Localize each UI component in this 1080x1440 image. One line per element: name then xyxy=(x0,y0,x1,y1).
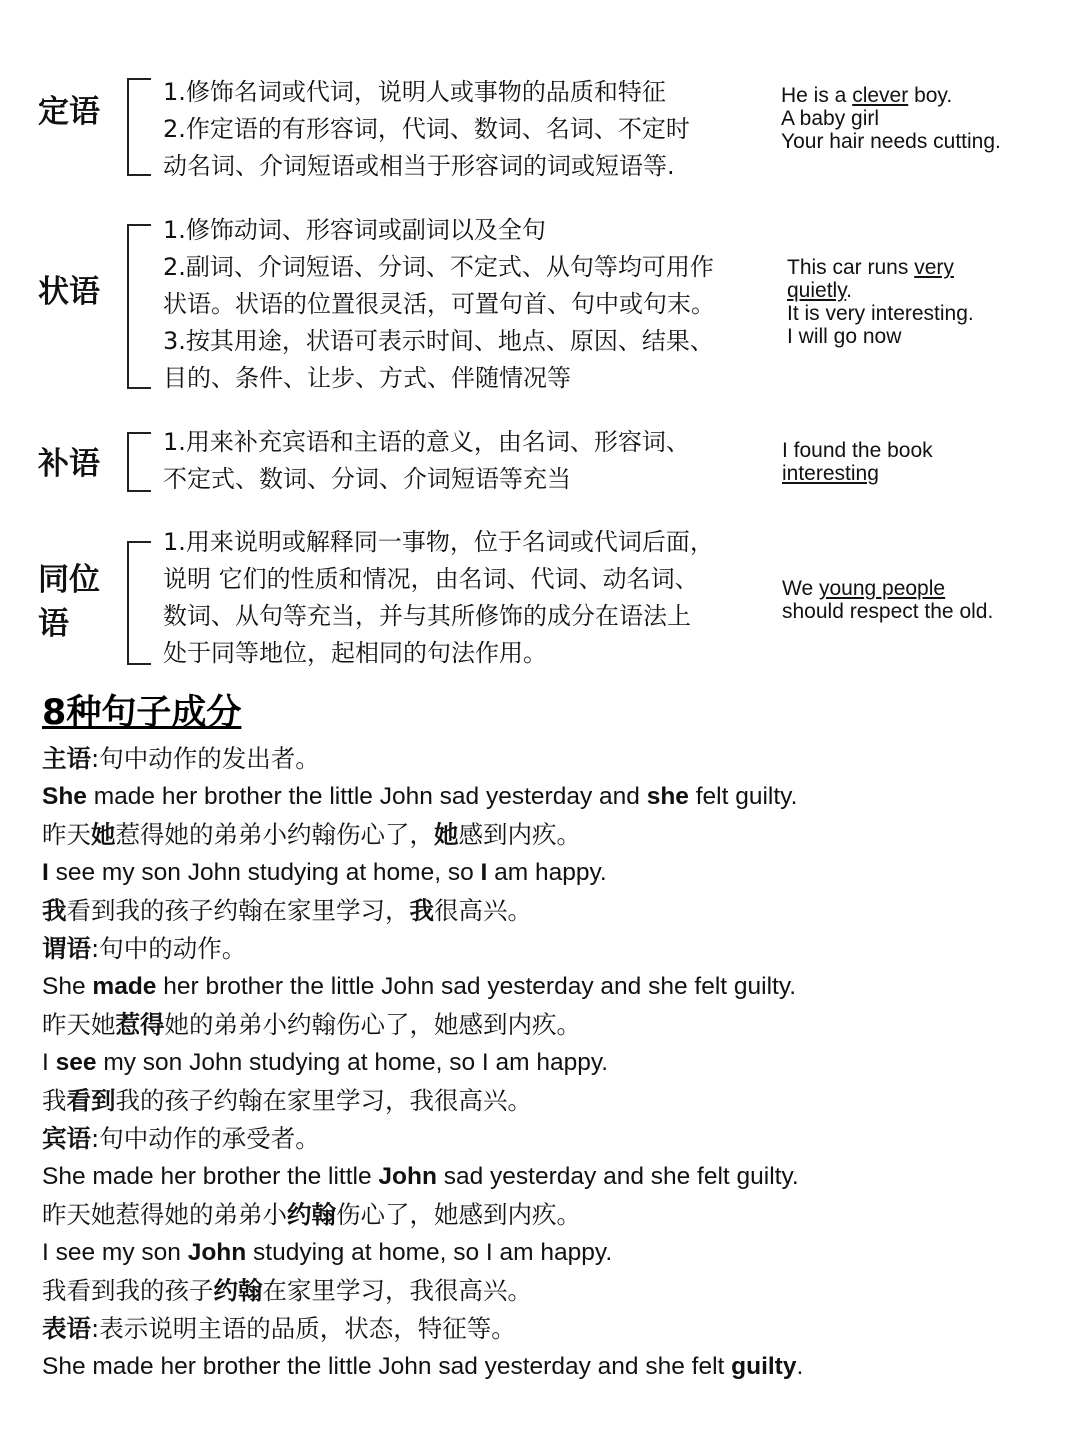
definition-complement xyxy=(163,424,773,498)
definition-adverbial xyxy=(163,212,773,397)
definition-line: 状语。状语的位置很灵活，可置句首、句中或句末。 xyxy=(163,290,715,318)
component-predicate-heading: 谓语:句中的动作。 xyxy=(42,934,247,963)
example-line: We young people xyxy=(782,577,946,600)
example-sentence-cn: 我看到我的孩子约翰在家里学习，我很高兴。 xyxy=(42,1086,532,1115)
definition-line: 2.作定语的有形容词，代词、数词、名词、不定时 xyxy=(163,115,690,143)
definition-line: 不定式、数词、分词、介词短语等充当 xyxy=(163,465,571,493)
definition-attributive xyxy=(163,74,773,185)
example-sentence-cn: 我看到我的孩子约翰在家里学习，我很高兴。 xyxy=(42,896,532,925)
example-sentence-cn: 昨天她惹得她的弟弟小约翰伤心了，她感到内疚。 xyxy=(42,1200,581,1229)
example-line: should respect the old. xyxy=(782,600,994,623)
bracket-attributive xyxy=(127,78,151,176)
example-line: quietly. xyxy=(787,279,852,302)
example-sentence-cn: 昨天她惹得她的弟弟小约翰伤心了，她感到内疚。 xyxy=(42,1010,581,1039)
definition-line: 说明 它们的性质和情况，由名词、代词、动名词、 xyxy=(163,565,699,593)
definition-line: 处于同等地位，起相同的句法作用。 xyxy=(163,639,547,667)
example-appositive xyxy=(782,577,993,623)
definition-line: 1.修饰名词或代词，说明人或事物的品质和特征 xyxy=(163,78,666,106)
example-sentence-en: She made her brother the little John sad yesterday and she felt guilty. xyxy=(42,973,797,1000)
example-line: interesting xyxy=(782,462,879,485)
example-line: This car runs very xyxy=(787,256,954,279)
example-sentence-en: She made her brother the little John sad yesterday and she felt guilty. xyxy=(42,1163,799,1190)
example-sentence-cn: 昨天她惹得她的弟弟小约翰伤心了，她感到内疚。 xyxy=(42,820,581,849)
example-sentence-en: I see my son John studying at home, so I am happy. xyxy=(42,1049,609,1076)
example-sentence-en: She made her brother the little John sad yesterday and she felt guilty. xyxy=(42,1353,804,1380)
example-line: He is a clever boy. xyxy=(781,84,953,107)
definition-line: 1.用来说明或解释同一事物，位于名词或代词后面， xyxy=(163,528,714,556)
definition-appositive xyxy=(163,524,773,672)
example-sentence-en: She made her brother the little John sad yesterday and she felt guilty. xyxy=(42,783,798,810)
bracket-appositive xyxy=(127,541,151,665)
example-line: I will go now xyxy=(787,325,902,348)
term-attributive: 定语 xyxy=(38,94,100,130)
bracket-complement xyxy=(127,432,151,492)
definition-line: 2.副词、介词短语、分词、不定式、从句等均可用作 xyxy=(163,253,714,281)
example-sentence-en: I see my son John studying at home, so I am happy. xyxy=(42,1239,613,1266)
example-attributive xyxy=(781,84,1001,153)
definition-line: 3.按其用途，状语可表示时间、地点、原因、结果、 xyxy=(163,327,714,355)
example-sentence-cn: 我看到我的孩子约翰在家里学习，我很高兴。 xyxy=(42,1276,532,1305)
bracket-adverbial xyxy=(127,224,151,389)
component-object-heading: 宾语:句中动作的承受者。 xyxy=(42,1124,320,1153)
component-subject-heading: 主语:句中动作的发出者。 xyxy=(42,744,320,773)
definition-line: 1.用来补充宾语和主语的意义，由名词、形容词、 xyxy=(163,428,690,456)
term-complement: 补语 xyxy=(38,446,100,482)
example-adverbial xyxy=(787,256,974,348)
underlined-attributive: clever xyxy=(852,84,909,107)
example-line: I found the book xyxy=(782,439,933,462)
example-complement xyxy=(782,439,933,485)
sentence-components xyxy=(42,740,1052,1386)
example-line: A baby girl xyxy=(781,107,880,130)
term-adverbial: 状语 xyxy=(38,274,100,310)
example-line: Your hair needs cutting. xyxy=(781,130,1001,153)
example-line: It is very interesting. xyxy=(787,302,974,325)
definition-line: 1.修饰动词、形容词或副词以及全句 xyxy=(163,216,546,244)
definition-line: 动名词、介词短语或相当于形容词的词或短语等. xyxy=(163,152,675,180)
example-sentence-en: I see my son John studying at home, so I am happy. xyxy=(42,859,607,886)
definition-line: 数词、从句等充当，并与其所修饰的成分在语法上 xyxy=(163,602,691,630)
definition-line: 目的、条件、让步、方式、伴随情况等 xyxy=(163,364,571,392)
term-appositive: 同位 语 xyxy=(38,562,100,642)
component-predicative-heading: 表语:表示说明主语的品质，状态，特征等。 xyxy=(42,1314,516,1343)
section-title: 8种句子成分 xyxy=(42,693,242,733)
